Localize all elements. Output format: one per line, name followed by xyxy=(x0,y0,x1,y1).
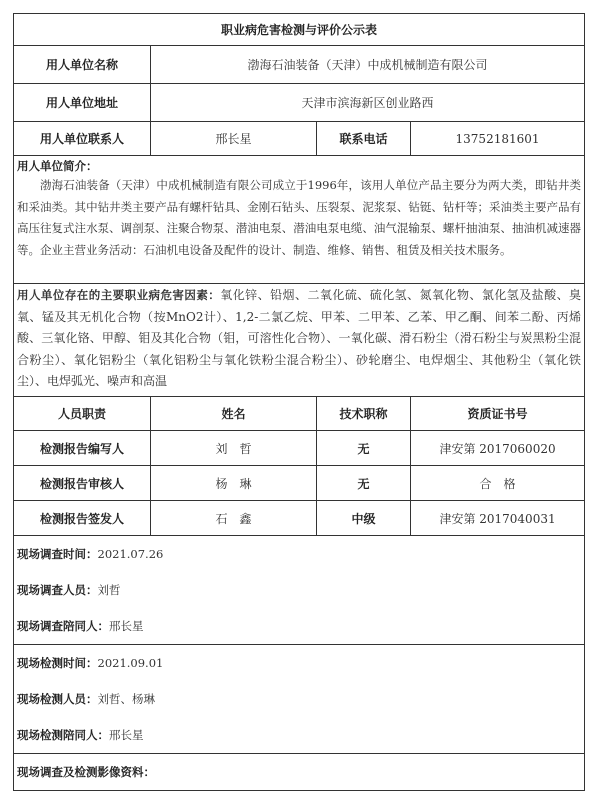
survey-time-value: 2021.07.26 xyxy=(97,547,164,561)
staff-header-role: 人员职责 xyxy=(14,397,151,431)
hazards-text: 氧化锌、铅烟、二氧化硫、硫化氢、氮氧化物、氯化氢及盐酸、臭氧、锰及其无机化合物（按MnO2计）、1,2-二氯乙烷、甲苯、二甲苯、乙苯、甲乙酮、间苯二酚、丙烯酸、三氧化铬、甲醇、钼及其化合物（钼，可溶性化合物）、一氧化碳、滑石粉尘（滑石粉尘与炭黑粉尘混合粉尘）、氧化铝粉尘（氧化铝粉尘与氧化铁粉尘混合粉尘）、砂轮磨尘、电焊烟尘、其他粉尘（氧化铁尘）、电焊弧光、噪声和高温 xyxy=(17,288,582,388)
staff-header-cert: 资质证书号 xyxy=(411,397,585,431)
staff-role: 检测报告编写人 xyxy=(14,431,151,466)
media-label: 现场调查及检测影像资料： xyxy=(17,765,155,779)
employer-name-value: 渤海石油装备（天津）中成机械制造有限公司 xyxy=(151,46,585,84)
site-inspection-section xyxy=(14,645,585,754)
inspection-escort-line xyxy=(17,717,581,753)
survey-person-line xyxy=(17,572,581,608)
inspection-time-value: 2021.09.01 xyxy=(97,656,164,670)
inspection-person-value: 刘哲、杨琳 xyxy=(97,692,155,706)
intro-label: 用人单位简介： xyxy=(17,159,98,173)
staff-cert: 津安第 2017060020 xyxy=(411,431,585,466)
staff-name: 石 鑫 xyxy=(151,501,317,536)
staff-title: 中级 xyxy=(317,501,411,536)
hazard-factors-section xyxy=(14,284,585,397)
employer-contact-value: 邢长星 xyxy=(151,122,317,156)
employer-address-label: 用人单位地址 xyxy=(14,84,151,122)
document-title: 职业病危害检测与评价公示表 xyxy=(14,14,585,46)
employer-contact-label: 用人单位联系人 xyxy=(14,122,151,156)
disclosure-table xyxy=(13,13,585,791)
survey-escort-label: 现场调查陪同人： xyxy=(17,619,109,633)
media-line xyxy=(17,754,581,790)
survey-time-label: 现场调查时间： xyxy=(17,547,98,561)
inspection-time-label: 现场检测时间： xyxy=(17,656,98,670)
employer-phone-value: 13752181601 xyxy=(411,122,585,156)
table-row xyxy=(14,466,585,501)
staff-title: 无 xyxy=(317,431,411,466)
intro-text: 渤海石油装备（天津）中成机械制造有限公司成立于1996年，该用人单位产品主要分为两大类，即钻井类和采油类。其中钻井类主要产品有螺杆钻具、金刚石钻头、压裂泵、泥浆泵、钻铤、钻杆等；采油类主要产品有高压往复式注水泵、调剖泵、注聚合物泵、潜油电泵、潜油电泵电缆、油气混输泵、螺杆抽油泵、抽油机减速器等。企业主营业务活动：石油机电设备及配件的设计、制造、维修、销售、租赁及相关技术服务。 xyxy=(17,178,582,257)
survey-person-value: 刘哲 xyxy=(97,583,121,597)
inspection-escort-value: 邢长星 xyxy=(109,728,144,742)
staff-title: 无 xyxy=(317,466,411,501)
survey-person-label: 现场调查人员： xyxy=(17,583,98,597)
staff-cert: 津安第 2017040031 xyxy=(411,501,585,536)
table-row xyxy=(14,501,585,536)
media-section xyxy=(14,754,585,791)
staff-cert: 合 格 xyxy=(411,466,585,501)
staff-role: 检测报告签发人 xyxy=(14,501,151,536)
inspection-person-line xyxy=(17,681,581,717)
survey-escort-line xyxy=(17,608,581,644)
staff-name: 刘 哲 xyxy=(151,431,317,466)
staff-name: 杨 琳 xyxy=(151,466,317,501)
survey-escort-value: 邢长星 xyxy=(109,619,144,633)
inspection-escort-label: 现场检测陪同人： xyxy=(17,728,109,742)
employer-address-value: 天津市滨海新区创业路西 xyxy=(151,84,585,122)
inspection-time-line xyxy=(17,645,581,681)
staff-header-title: 技术职称 xyxy=(317,397,411,431)
hazards-label: 用人单位存在的主要职业病危害因素： xyxy=(17,288,221,302)
employer-intro-section xyxy=(14,156,585,284)
employer-phone-label: 联系电话 xyxy=(317,122,411,156)
inspection-person-label: 现场检测人员： xyxy=(17,692,98,706)
table-row xyxy=(14,431,585,466)
staff-role: 检测报告审核人 xyxy=(14,466,151,501)
employer-name-label: 用人单位名称 xyxy=(14,46,151,84)
site-survey-section xyxy=(14,536,585,645)
staff-header-name: 姓名 xyxy=(151,397,317,431)
survey-time-line xyxy=(17,536,581,572)
